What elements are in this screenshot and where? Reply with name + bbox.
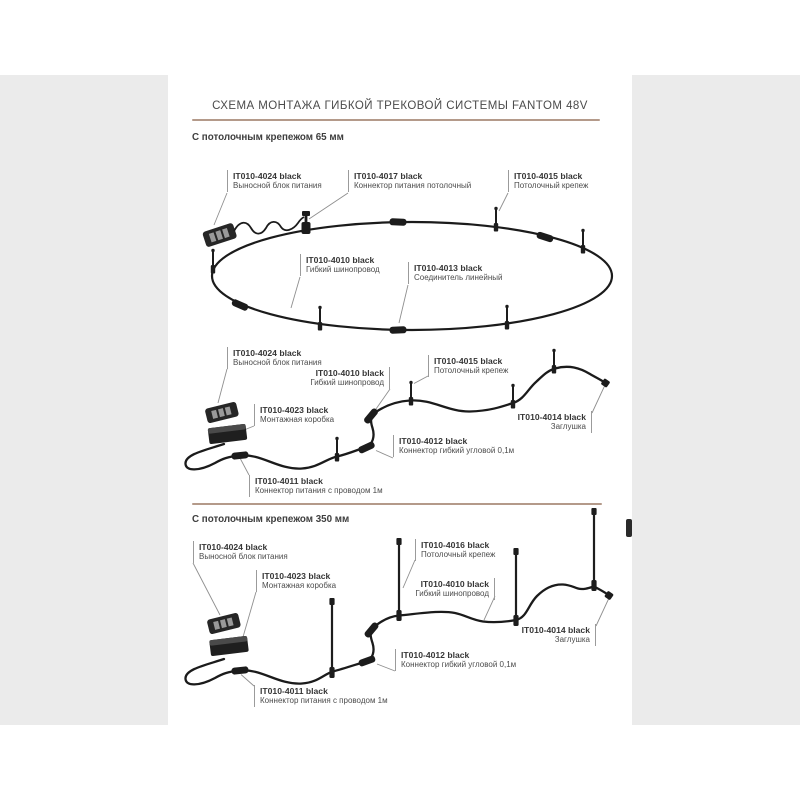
label-power-supply <box>227 347 322 369</box>
part-desc: Гибкий шинопровод <box>310 378 384 387</box>
part-desc: Потолочный крепеж <box>434 366 509 375</box>
label-end-cap <box>522 624 596 646</box>
mounting-box-icon <box>208 424 248 445</box>
label-ceiling-mount <box>415 539 495 561</box>
part-desc: Коннектор питания потолочный <box>354 181 472 190</box>
part-code: IT010-4015 black <box>434 356 503 366</box>
label-power-feed-connector <box>254 685 388 707</box>
part-desc: Коннектор питания с проводом 1м <box>260 696 388 705</box>
part-code: IT010-4011 black <box>255 476 323 486</box>
label-ceiling-mount <box>428 355 508 377</box>
label-ceiling-power-connector <box>348 170 471 192</box>
part-desc: Потолочный крепеж <box>421 550 496 559</box>
power-cord <box>234 217 304 234</box>
part-desc: Гибкий шинопровод <box>415 589 489 598</box>
label-mounting-box <box>254 404 334 426</box>
page-title: СХЕМА МОНТАЖА ГИБКОЙ ТРЕКОВОЙ СИСТЕМЫ FANTOM 48V <box>212 100 588 112</box>
label-flexible-track <box>310 367 390 389</box>
label-ceiling-mount <box>508 170 588 192</box>
part-desc: Монтажная коробка <box>262 581 337 590</box>
label-linear-connector <box>408 262 502 284</box>
part-code: IT010-4012 black <box>399 436 468 446</box>
mounting-box-icon <box>209 636 249 657</box>
part-code: IT010-4011 black <box>260 686 328 696</box>
label-flexible-track <box>415 578 495 600</box>
label-end-cap <box>518 411 592 433</box>
part-desc: Соединитель линейный <box>414 273 503 282</box>
part-desc: Заглушка <box>554 635 590 644</box>
label-power-supply <box>193 541 288 563</box>
label-corner-connector <box>395 649 516 671</box>
section1-header: С потолочным крепежом 65 мм <box>192 132 344 143</box>
part-code: IT010-4013 black <box>414 263 483 273</box>
part-code: IT010-4024 black <box>233 171 302 181</box>
part-desc: Гибкий шинопровод <box>306 265 380 274</box>
label-corner-connector <box>393 435 514 457</box>
part-code: IT010-4014 black <box>521 625 590 635</box>
power-supply-unit-icon <box>202 222 237 247</box>
part-code: IT010-4024 black <box>199 542 268 552</box>
label-power-supply <box>227 170 322 192</box>
part-code: IT010-4016 black <box>421 540 490 550</box>
part-code: IT010-4010 black <box>306 255 375 265</box>
part-code: IT010-4023 black <box>262 571 331 581</box>
part-desc: Коннектор питания с проводом 1м <box>255 486 383 495</box>
part-code: IT010-4024 black <box>233 348 302 358</box>
power-supply-unit-icon <box>205 401 240 423</box>
power-supply-unit-icon <box>207 612 242 634</box>
part-code: IT010-4023 black <box>260 405 329 415</box>
part-desc: Заглушка <box>550 422 586 431</box>
part-desc: Выносной блок питания <box>199 552 288 561</box>
part-desc: Коннектор гибкий угловой 0,1м <box>399 446 515 455</box>
cropped-track-fragment <box>626 519 632 537</box>
part-desc: Выносной блок питания <box>233 358 322 367</box>
ceiling-power-connector-icon <box>302 211 311 234</box>
part-desc: Выносной блок питания <box>233 181 322 190</box>
label-flexible-track <box>300 254 380 276</box>
part-code: IT010-4015 black <box>514 171 583 181</box>
part-desc: Коннектор гибкий угловой 0,1м <box>401 660 517 669</box>
diagram-ring-65mm <box>202 193 612 334</box>
part-desc: Монтажная коробка <box>260 415 335 424</box>
section2-header: С потолочным крепежом 350 мм <box>192 514 350 525</box>
part-code: IT010-4017 black <box>354 171 423 181</box>
part-code: IT010-4010 black <box>315 368 384 378</box>
part-desc: Потолочный крепеж <box>514 181 589 190</box>
part-code: IT010-4010 black <box>420 579 489 589</box>
track-connectors <box>231 621 379 675</box>
part-code: IT010-4014 black <box>517 412 586 422</box>
part-code: IT010-4012 black <box>401 650 470 660</box>
label-mounting-box <box>256 570 336 592</box>
label-power-feed-connector <box>249 475 383 497</box>
